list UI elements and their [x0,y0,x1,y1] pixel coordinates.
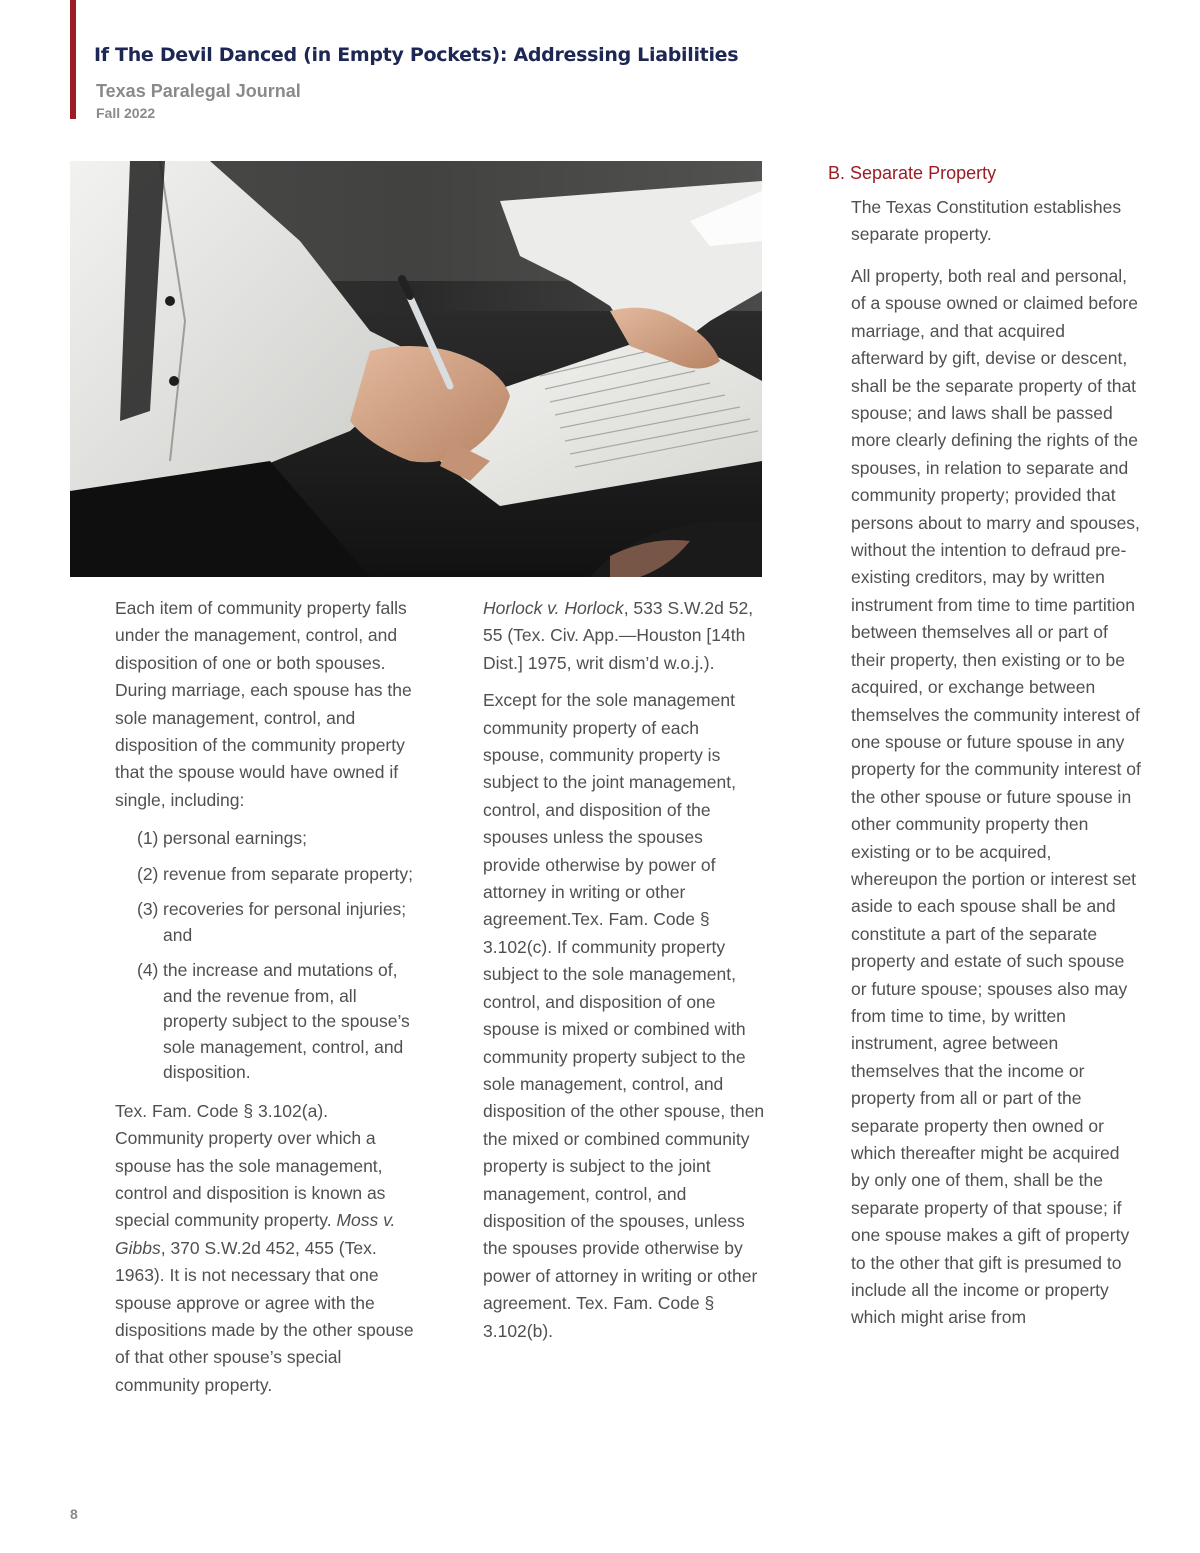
col1-intro-paragraph: Each item of community property falls under the management, control, and disposition of one or both spouses. During marriage, each spouse has the sole management, control, and disposition of the community property that the spouse would have owned if single, including: [115,598,412,810]
list-item: (3) recoveries for personal injuries; and [137,899,407,945]
column-2 [483,595,765,1345]
journal-issue: Fall 2022 [96,105,156,121]
column-3 [851,263,1141,1332]
col2-paragraph: Except for the sole management community property of each spouse, community property is subject to the joint management, control, and disposition of the spouses unless the spouses provide otherwise by power of attorney in writing or other agreement.Tex. Fam. Code § 3.102(c). If community property subject to the sole management, control, and disposition of one spouse is mixed or combined with community property subject to the sole management, control, and disposition of the other spouse, then the mixed or combined community property is subject to the joint management, control, and disposition of the spouses, unless the spouses provide otherwise by power of attorney in writing or other agreement. Tex. Fam. Code § 3.102(b). [483,690,765,1341]
section-heading: B. Separate Property [828,163,997,183]
list-item: (4) the increase and mutations of, and the revenue from, all property subject to the spouse’s sole management, control, and disposition. [137,960,410,1083]
case-name: Moss v. Gibbs [115,1210,396,1258]
header-accent-bar [70,0,76,119]
journal-name: Texas Paralegal Journal [96,81,301,101]
earnings-list [137,826,415,1086]
section-intro: The Texas Constitution establishes separate property. [851,197,1122,245]
constitution-quote: All property, both real and personal, of a spouse owned or claimed before marriage, and that acquired afterward by gift, devise or descent, shall be the separate property of that spouse; and laws shall be passed more clearly defining the rights of the spouses, in relation to separate and community property; provided that persons about to marry and spouses, without the intention to defraud pre-existing creditors, may by written instrument from time to time partition between themselves all or part of their property, then existing or to be acquired, or exchange between themselves the community interest of one spouse or future spouse in any property for the community interest of the other spouse or future spouse in other community property then existing or to be acquired, whereupon the portion or interest set aside to each spouse shall be and constitute a part of the separate property and estate of such spouse or future spouse; spouses also may from time to time, by written instrument, agree between themselves that the income or property from all or part of the separate property then owned or which thereafter might be acquired by only one of them, shall be the separate property of that spouse; if one spouse makes a gift of property to the other that gift is presumed to include all the income or property which might arise from [851,266,1141,1328]
page-number: 8 [70,1506,78,1522]
document-signing-photo [70,161,762,577]
col1-citation-paragraph: Tex. Fam. Code § 3.102(a). Community property over which a spouse has the sole management, control and disposition is known as special community property. Moss v. Gibbs, 370 S.W.2d 452, 455 (Tex. 1963). It is not necessary that one spouse approve or agree with the dispositions made by the other spouse of that other spouse’s special community property. [115,1100,414,1395]
column-1 [115,595,415,1399]
list-item: (1) personal earnings; [137,828,307,849]
article-title: If The Devil Danced (in Empty Pockets): Addressing Liabilities [94,44,739,66]
col2-citation: Horlock v. Horlock, 533 S.W.2d 52, 55 (Tex. Civ. App.—Houston [14th Dist.] 1975, writ dism’d w.o.j.). [483,598,754,673]
list-item: (2) revenue from separate property; [137,863,413,884]
case-name: Horlock v. Horlock [483,598,624,618]
